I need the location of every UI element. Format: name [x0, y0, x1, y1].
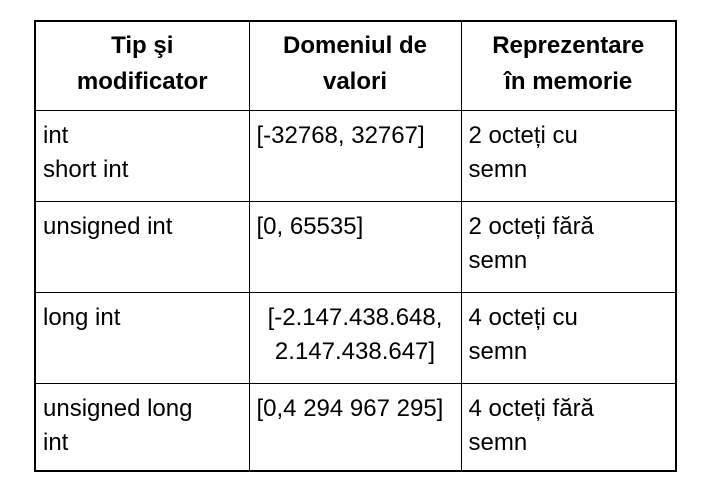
header-memory-line-2: în memorie	[504, 68, 633, 95]
header-value-range	[249, 21, 461, 111]
memory-line: semn	[468, 156, 528, 183]
cell-type	[35, 384, 249, 472]
cell-type	[35, 111, 249, 202]
cell-memory	[461, 202, 676, 293]
header-range-line-2: valori	[322, 68, 388, 95]
header-type-line-1: Tip şi	[111, 32, 174, 59]
header-type-line-2: modificator	[76, 68, 208, 95]
type-line: long int	[43, 304, 121, 331]
header-type-modifier	[35, 21, 249, 111]
table-row	[35, 384, 676, 472]
cell-memory	[461, 293, 676, 384]
memory-line: 2 octeți cu	[468, 122, 578, 149]
memory-line: semn	[468, 338, 528, 365]
memory-line: semn	[468, 247, 528, 274]
type-line: short int	[43, 156, 129, 183]
data-types-table	[34, 20, 677, 472]
type-line: int	[43, 122, 69, 149]
range-line: [-32768, 32767]	[256, 122, 425, 149]
range-line: 2.147.438.647]	[274, 338, 436, 365]
memory-line: semn	[468, 429, 528, 456]
range-line: [0,4 294 967 295]	[256, 395, 444, 422]
type-line: unsigned long	[43, 395, 193, 422]
range-line: [0, 65535]	[256, 213, 364, 240]
memory-line: 4 octeți fără	[468, 395, 594, 422]
memory-line: 4 octeți cu	[468, 304, 578, 331]
type-line: unsigned int	[43, 213, 173, 240]
cell-memory	[461, 384, 676, 472]
cell-range	[249, 293, 461, 384]
memory-line: 2 octeți fără	[468, 213, 594, 240]
table-header-row	[35, 21, 676, 111]
type-line: int	[43, 429, 69, 456]
range-line: [-2.147.438.648,	[267, 304, 443, 331]
header-memory-line-1: Reprezentare	[492, 32, 645, 59]
cell-memory	[461, 111, 676, 202]
cell-range	[249, 202, 461, 293]
cell-type	[35, 293, 249, 384]
header-range-line-1: Domeniul de	[282, 32, 427, 59]
table-row	[35, 202, 676, 293]
table-row	[35, 293, 676, 384]
table-row	[35, 111, 676, 202]
header-memory-representation	[461, 21, 676, 111]
cell-range	[249, 111, 461, 202]
cell-type	[35, 202, 249, 293]
cell-range	[249, 384, 461, 472]
